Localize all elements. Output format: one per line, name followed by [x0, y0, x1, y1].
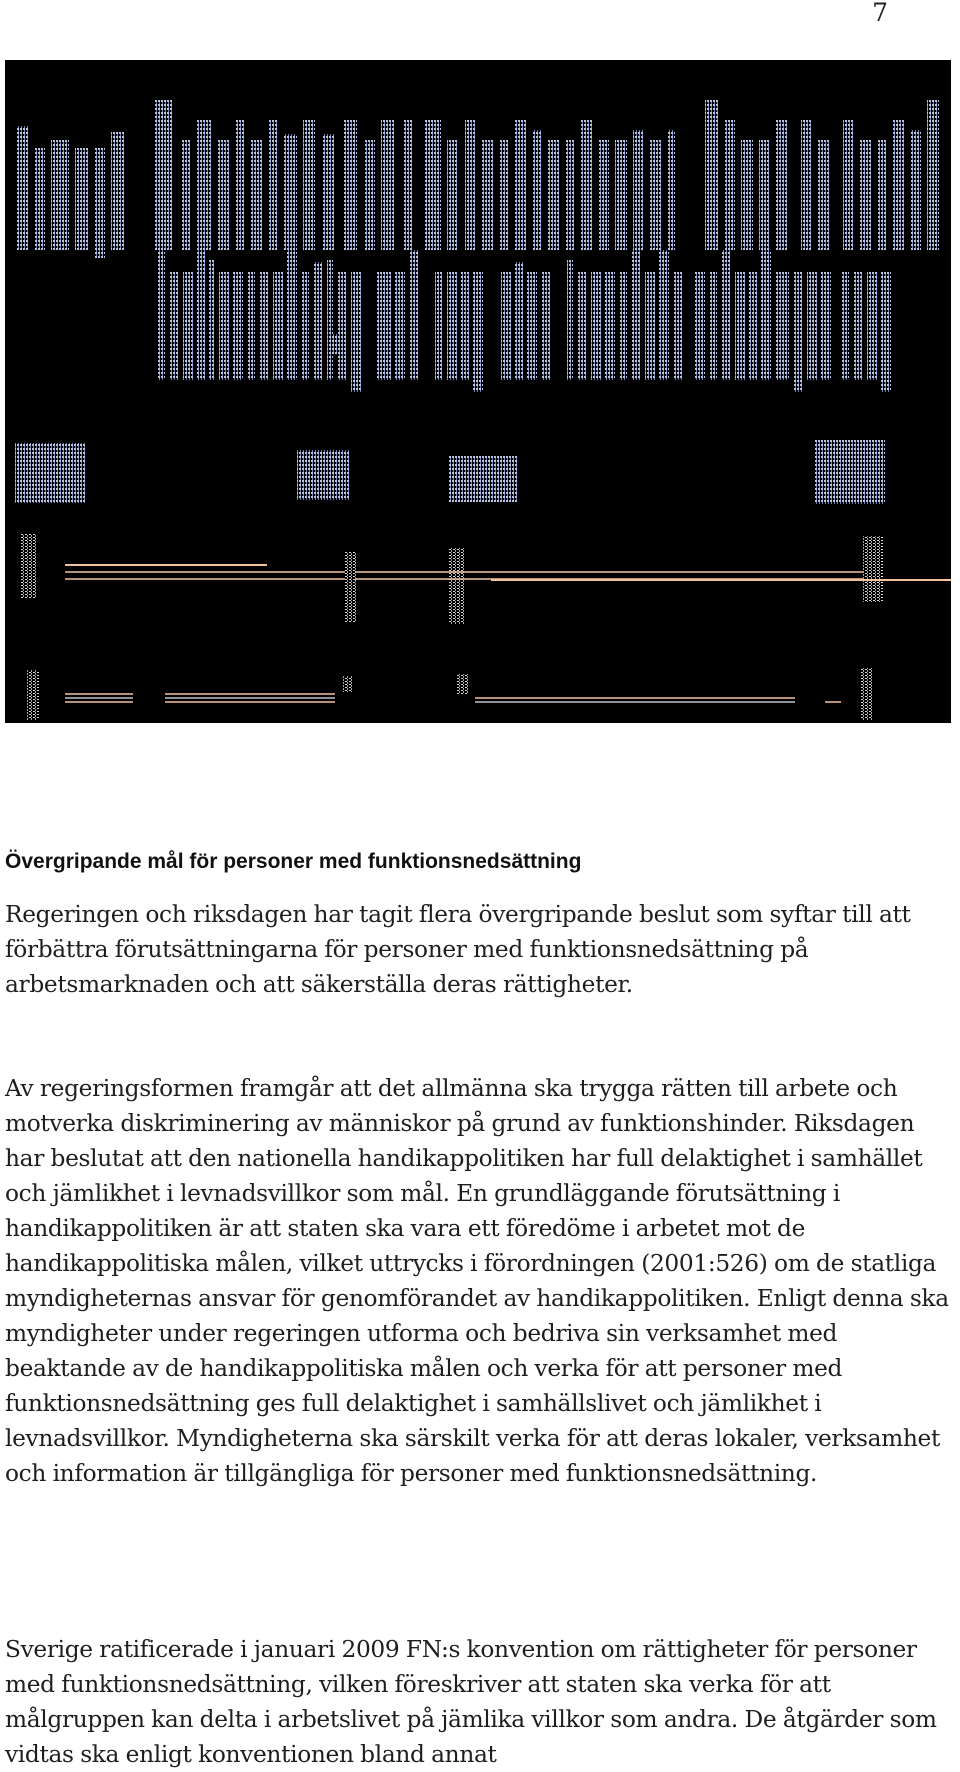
- column-header-glyphs: [15, 440, 885, 504]
- axis-tick-glyphs: [21, 534, 883, 720]
- paragraph-1: Regeringen och riksdagen har tagit flera övergripande beslut som syftar till att förbättra förutsättningarna för personer med funktionsnedsättning på arbetsmarknaden och att säkerställa deras rättigheter.: [5, 901, 911, 998]
- chart-image-svg: [5, 60, 951, 723]
- chart-subtitle-glyphs: [157, 230, 891, 392]
- section-heading: Övergripande mål för personer med funktionsnedsättning: [5, 850, 582, 873]
- page-number: 7: [872, 0, 888, 27]
- distorted-chart-image: [5, 60, 951, 723]
- paragraph-2: Av regeringsformen framgår att det allmänna ska trygga rätten till arbete och motverka diskriminering av människor på grund av funktionshinder. Riksdagen har beslutat att den nationella handikappolitiken har full delaktighet i samhället och jämlikhet i levnadsvillkor som mål. En grundläggande förutsättning i handikappolitiken är att staten ska vara ett föredöme i arbetet mot de handikappolitiska målen, vilket uttrycks i förordningen (2001:526) om de statliga myndigheternas ansvar för genomförandet av handikappolitiken. Enligt denna ska myndigheter under regeringen utforma och bedriva sin verksamhet med beaktande av de handikappolitiska målen och verka för att personer med funktionsnedsättning ges full delaktighet i samhällslivet och jämlikhet i levnadsvillkor. Myndigheterna ska särskilt verka för att deras lokaler, verksamhet och information är tillgängliga för personer med funktionsnedsättning.: [5, 1075, 949, 1487]
- chart-title-glyphs: [17, 100, 939, 258]
- chart-line-marks: [65, 565, 951, 702]
- paragraph-3: Sverige ratificerade i januari 2009 FN:s konvention om rättigheter för personer med funktionsnedsättning, vilken föreskriver att staten ska verka för att målgruppen kan delta i arbetslivet på jämlika villkor som andra. De åtgärder som vidtas ska enligt konventionen bland annat: [5, 1636, 937, 1768]
